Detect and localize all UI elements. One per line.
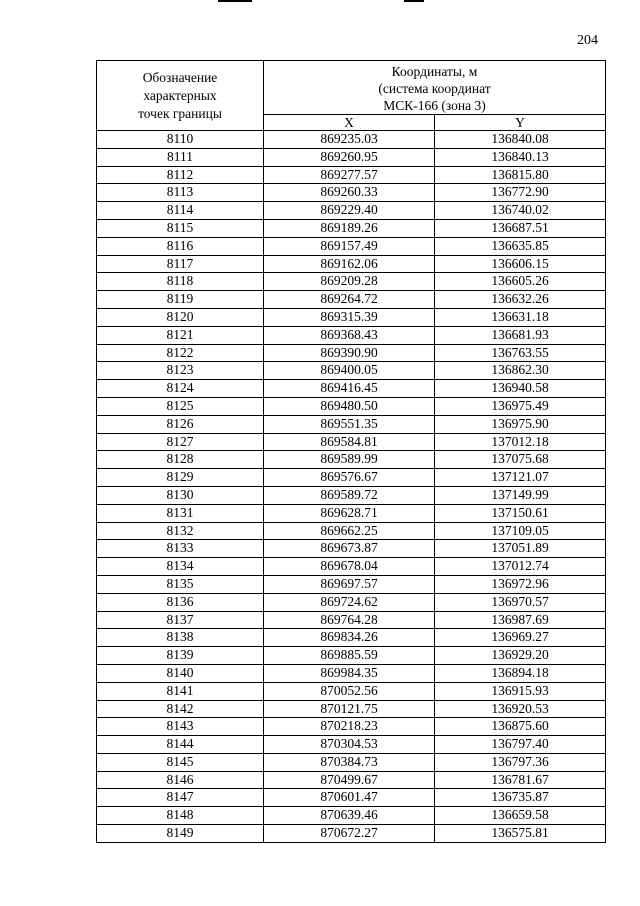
point-cell: 8111 (97, 148, 264, 166)
point-cell: 8131 (97, 504, 264, 522)
x-cell: 869235.03 (264, 131, 435, 149)
x-cell: 869162.06 (264, 255, 435, 273)
x-cell: 869885.59 (264, 647, 435, 665)
point-cell: 8112 (97, 166, 264, 184)
table-row (97, 771, 606, 789)
y-cell: 136632.26 (435, 291, 606, 309)
y-cell: 136920.53 (435, 700, 606, 718)
coordinates-table (96, 60, 606, 843)
table-row (97, 718, 606, 736)
x-cell: 869229.40 (264, 202, 435, 220)
table-row (97, 397, 606, 415)
y-cell: 136969.27 (435, 629, 606, 647)
header-coordinates (264, 61, 606, 115)
x-cell: 869724.62 (264, 593, 435, 611)
y-cell: 136575.81 (435, 825, 606, 843)
point-cell: 8116 (97, 237, 264, 255)
x-cell: 870052.56 (264, 682, 435, 700)
table-row (97, 219, 606, 237)
point-cell: 8122 (97, 344, 264, 362)
x-cell: 869551.35 (264, 415, 435, 433)
x-cell: 869400.05 (264, 362, 435, 380)
y-cell: 136763.55 (435, 344, 606, 362)
point-cell: 8148 (97, 807, 264, 825)
point-cell: 8117 (97, 255, 264, 273)
table-row (97, 326, 606, 344)
point-cell: 8142 (97, 700, 264, 718)
table-row (97, 593, 606, 611)
x-cell: 870672.27 (264, 825, 435, 843)
y-cell: 137150.61 (435, 504, 606, 522)
y-cell: 136970.57 (435, 593, 606, 611)
table-row (97, 166, 606, 184)
point-cell: 8113 (97, 184, 264, 202)
y-cell: 136797.36 (435, 753, 606, 771)
table-row (97, 700, 606, 718)
x-cell: 869576.67 (264, 469, 435, 487)
table-row (97, 540, 606, 558)
header-designation-line-3: точек границы (138, 105, 222, 121)
table-row (97, 451, 606, 469)
x-cell: 869189.26 (264, 219, 435, 237)
point-cell: 8124 (97, 380, 264, 398)
x-cell: 869697.57 (264, 575, 435, 593)
table-row (97, 237, 606, 255)
point-cell: 8138 (97, 629, 264, 647)
table-row (97, 344, 606, 362)
header-coordinates-line-2: (система координат (378, 81, 491, 96)
y-cell: 137075.68 (435, 451, 606, 469)
point-cell: 8125 (97, 397, 264, 415)
y-cell: 136635.85 (435, 237, 606, 255)
y-cell: 136840.13 (435, 148, 606, 166)
y-cell: 137109.05 (435, 522, 606, 540)
point-cell: 8128 (97, 451, 264, 469)
x-cell: 869673.87 (264, 540, 435, 558)
table-row (97, 486, 606, 504)
table-row (97, 789, 606, 807)
x-cell: 869678.04 (264, 558, 435, 576)
y-cell: 136915.93 (435, 682, 606, 700)
y-cell: 137012.18 (435, 433, 606, 451)
table-body (97, 131, 606, 843)
point-cell: 8129 (97, 469, 264, 487)
table-row (97, 825, 606, 843)
point-cell: 8127 (97, 433, 264, 451)
table-row (97, 291, 606, 309)
table-row (97, 647, 606, 665)
point-cell: 8135 (97, 575, 264, 593)
y-cell: 136940.58 (435, 380, 606, 398)
y-cell: 136797.40 (435, 736, 606, 754)
table-row (97, 202, 606, 220)
point-cell: 8140 (97, 664, 264, 682)
header-coordinates-line-1: Координаты, м (391, 64, 478, 79)
y-cell: 136875.60 (435, 718, 606, 736)
y-cell: 136772.90 (435, 184, 606, 202)
y-cell: 136815.80 (435, 166, 606, 184)
x-cell: 869764.28 (264, 611, 435, 629)
x-cell: 869315.39 (264, 308, 435, 326)
point-cell: 8115 (97, 219, 264, 237)
table-row (97, 380, 606, 398)
x-cell: 869209.28 (264, 273, 435, 291)
header-designation-line-1: Обозначение (142, 69, 218, 85)
x-cell: 869260.33 (264, 184, 435, 202)
point-cell: 8147 (97, 789, 264, 807)
header-designation (97, 61, 264, 131)
table-row (97, 308, 606, 326)
x-cell: 869834.26 (264, 629, 435, 647)
x-cell: 869984.35 (264, 664, 435, 682)
x-cell: 869584.81 (264, 433, 435, 451)
point-cell: 8120 (97, 308, 264, 326)
x-cell: 869264.72 (264, 291, 435, 309)
y-cell: 137149.99 (435, 486, 606, 504)
x-cell: 870218.23 (264, 718, 435, 736)
top-scan-mark-left (218, 0, 252, 2)
x-cell: 869628.71 (264, 504, 435, 522)
point-cell: 8136 (97, 593, 264, 611)
table-row (97, 664, 606, 682)
table-row (97, 522, 606, 540)
table-row (97, 558, 606, 576)
table-row (97, 362, 606, 380)
x-cell: 869157.49 (264, 237, 435, 255)
table-row (97, 629, 606, 647)
point-cell: 8149 (97, 825, 264, 843)
point-cell: 8144 (97, 736, 264, 754)
x-cell: 869277.57 (264, 166, 435, 184)
y-cell: 136687.51 (435, 219, 606, 237)
point-cell: 8143 (97, 718, 264, 736)
point-cell: 8130 (97, 486, 264, 504)
table-row (97, 255, 606, 273)
page-number: 204 (577, 33, 598, 48)
point-cell: 8145 (97, 753, 264, 771)
x-cell: 869589.99 (264, 451, 435, 469)
top-scan-mark-right (404, 0, 424, 2)
table-row (97, 736, 606, 754)
y-cell: 137012.74 (435, 558, 606, 576)
point-cell: 8119 (97, 291, 264, 309)
table-row (97, 184, 606, 202)
x-cell: 869368.43 (264, 326, 435, 344)
x-cell: 869390.90 (264, 344, 435, 362)
header-y: Y (435, 115, 606, 131)
point-cell: 8146 (97, 771, 264, 789)
y-cell: 136894.18 (435, 664, 606, 682)
y-cell: 136975.49 (435, 397, 606, 415)
y-cell: 136840.08 (435, 131, 606, 149)
table-row (97, 807, 606, 825)
y-cell: 136987.69 (435, 611, 606, 629)
table-row (97, 131, 606, 149)
table-row (97, 753, 606, 771)
point-cell: 8118 (97, 273, 264, 291)
table-row (97, 575, 606, 593)
y-cell: 136781.67 (435, 771, 606, 789)
y-cell: 136975.90 (435, 415, 606, 433)
point-cell: 8123 (97, 362, 264, 380)
point-cell: 8134 (97, 558, 264, 576)
point-cell: 8141 (97, 682, 264, 700)
point-cell: 8126 (97, 415, 264, 433)
x-cell: 870304.53 (264, 736, 435, 754)
x-cell: 869589.72 (264, 486, 435, 504)
x-cell: 870499.67 (264, 771, 435, 789)
header-coordinates-line-3: МСК-166 (зона 3) (383, 98, 486, 113)
y-cell: 136631.18 (435, 308, 606, 326)
point-cell: 8110 (97, 131, 264, 149)
table-row (97, 611, 606, 629)
x-cell: 869260.95 (264, 148, 435, 166)
x-cell: 870384.73 (264, 753, 435, 771)
y-cell: 136681.93 (435, 326, 606, 344)
point-cell: 8121 (97, 326, 264, 344)
x-cell: 869662.25 (264, 522, 435, 540)
table-row (97, 433, 606, 451)
header-designation-line-2: характерных (143, 87, 217, 103)
point-cell: 8132 (97, 522, 264, 540)
y-cell: 136659.58 (435, 807, 606, 825)
y-cell: 136605.26 (435, 273, 606, 291)
table-row (97, 148, 606, 166)
point-cell: 8139 (97, 647, 264, 665)
header-row-main (97, 61, 606, 115)
table-row (97, 504, 606, 522)
table-row (97, 469, 606, 487)
y-cell: 136972.96 (435, 575, 606, 593)
x-cell: 870639.46 (264, 807, 435, 825)
x-cell: 869416.45 (264, 380, 435, 398)
point-cell: 8133 (97, 540, 264, 558)
table-row (97, 415, 606, 433)
x-cell: 870601.47 (264, 789, 435, 807)
y-cell: 136606.15 (435, 255, 606, 273)
y-cell: 137051.89 (435, 540, 606, 558)
y-cell: 136740.02 (435, 202, 606, 220)
y-cell: 136862.30 (435, 362, 606, 380)
y-cell: 136929.20 (435, 647, 606, 665)
table-row (97, 273, 606, 291)
x-cell: 869480.50 (264, 397, 435, 415)
point-cell: 8114 (97, 202, 264, 220)
y-cell: 137121.07 (435, 469, 606, 487)
header-x: X (264, 115, 435, 131)
table-row (97, 682, 606, 700)
point-cell: 8137 (97, 611, 264, 629)
y-cell: 136735.87 (435, 789, 606, 807)
x-cell: 870121.75 (264, 700, 435, 718)
table-header (97, 61, 606, 131)
